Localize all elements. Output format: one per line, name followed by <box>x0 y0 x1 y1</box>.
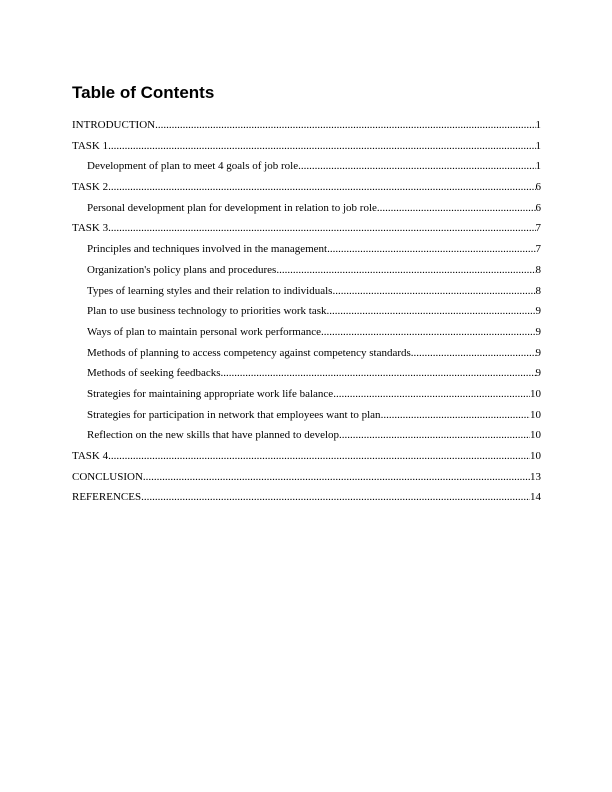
toc-page-number: 10 <box>530 429 541 442</box>
toc-page-number: 7 <box>535 243 541 256</box>
toc-entry-text: Methods of seeking feedbacks <box>87 367 221 380</box>
toc-dot-leader <box>339 425 530 446</box>
toc-entry[interactable] <box>72 446 541 467</box>
toc-entry[interactable] <box>72 239 541 260</box>
toc-entry-text: Organization's policy plans and procedures <box>87 263 277 276</box>
toc-entry-text: TASK 2 <box>72 181 109 194</box>
toc-entry-text: Ways of plan to maintain personal work performance <box>87 325 322 338</box>
toc-dot-leader <box>411 343 536 364</box>
toc-entry-text: Methods of planning to access competency against competency standards <box>87 346 411 359</box>
toc-dot-leader <box>377 198 536 219</box>
toc-entry[interactable] <box>72 487 541 508</box>
toc-entry[interactable] <box>72 425 541 446</box>
toc-entry-text: REFERENCES <box>72 491 142 504</box>
toc-entry[interactable] <box>72 115 541 136</box>
toc-dot-leader <box>321 322 535 343</box>
toc-dot-leader <box>332 281 535 302</box>
toc-page-number: 6 <box>535 181 541 194</box>
toc-entry-text: Personal development plan for development in relation to job role <box>87 201 377 214</box>
toc-entry-text: CONCLUSION <box>72 470 143 483</box>
toc-list <box>72 115 541 508</box>
toc-entry[interactable] <box>72 301 541 322</box>
toc-page-number: 10 <box>530 450 541 462</box>
toc-page-number: 10 <box>530 408 541 421</box>
toc-page-number: 14 <box>530 491 541 504</box>
toc-title: Table of Contents <box>72 83 215 102</box>
toc-entry[interactable] <box>72 218 541 239</box>
toc-page-number: 13 <box>530 470 541 483</box>
toc-dot-leader <box>327 301 536 322</box>
toc-entry-text: Development of plan to meet 4 goals of job role <box>87 160 299 173</box>
toc-entry-text: Plan to use business technology to priorities work task <box>87 305 327 318</box>
toc-page-number: 6 <box>535 201 541 214</box>
toc-dot-leader <box>108 136 535 157</box>
toc-entry-text: Principles and techniques involved in the management <box>87 243 328 256</box>
toc-entry-text: TASK 3 <box>72 222 109 235</box>
toc-dot-leader <box>141 487 530 508</box>
toc-dot-leader <box>143 467 530 488</box>
toc-page-number: 8 <box>535 284 541 297</box>
toc-page-number: 1 <box>535 160 541 173</box>
toc-entry[interactable] <box>72 467 541 488</box>
toc-entry[interactable] <box>72 281 541 302</box>
toc-dot-leader <box>381 405 530 426</box>
toc-dot-leader <box>108 446 530 467</box>
toc-dot-leader <box>108 218 535 239</box>
toc-page-number: 9 <box>535 305 541 318</box>
toc-page-number: 1 <box>535 119 541 131</box>
toc-page-number: 9 <box>535 367 541 380</box>
toc-entry-text: Strategies for maintaining appropriate work life balance <box>87 387 334 400</box>
toc-entry-text: Strategies for participation in network that employees want to plan <box>87 408 381 421</box>
toc-entry[interactable] <box>72 136 541 157</box>
toc-page-number: 9 <box>535 325 541 338</box>
toc-dot-leader <box>298 156 535 177</box>
toc-entry-text: TASK 4 <box>72 450 109 462</box>
toc-entry-text: Types of learning styles and their relation to individuals <box>87 284 333 297</box>
toc-dot-leader <box>155 115 535 136</box>
toc-dot-leader <box>276 260 535 281</box>
toc-entry-text: INTRODUCTION <box>72 119 156 131</box>
toc-entry[interactable] <box>72 260 541 281</box>
toc-entry[interactable] <box>72 198 541 219</box>
toc-dot-leader <box>333 384 530 405</box>
toc-entry[interactable] <box>72 322 541 343</box>
toc-entry[interactable] <box>72 177 541 198</box>
toc-page-number: 1 <box>535 139 541 152</box>
toc-entry[interactable] <box>72 384 541 405</box>
toc-entry-text: TASK 1 <box>72 139 109 152</box>
toc-entry[interactable] <box>72 156 541 177</box>
toc-dot-leader <box>221 363 536 384</box>
toc-dot-leader <box>327 239 535 260</box>
toc-entry[interactable] <box>72 405 541 426</box>
toc-entry[interactable] <box>72 343 541 364</box>
toc-dot-leader <box>108 177 535 198</box>
toc-entry-text: Reflection on the new skills that have planned to develop <box>87 429 340 442</box>
toc-page-number: 10 <box>530 387 541 400</box>
toc-page-number: 8 <box>535 263 541 276</box>
toc-page-number: 7 <box>535 222 541 235</box>
toc-entry[interactable] <box>72 363 541 384</box>
toc-page-number: 9 <box>535 346 541 359</box>
